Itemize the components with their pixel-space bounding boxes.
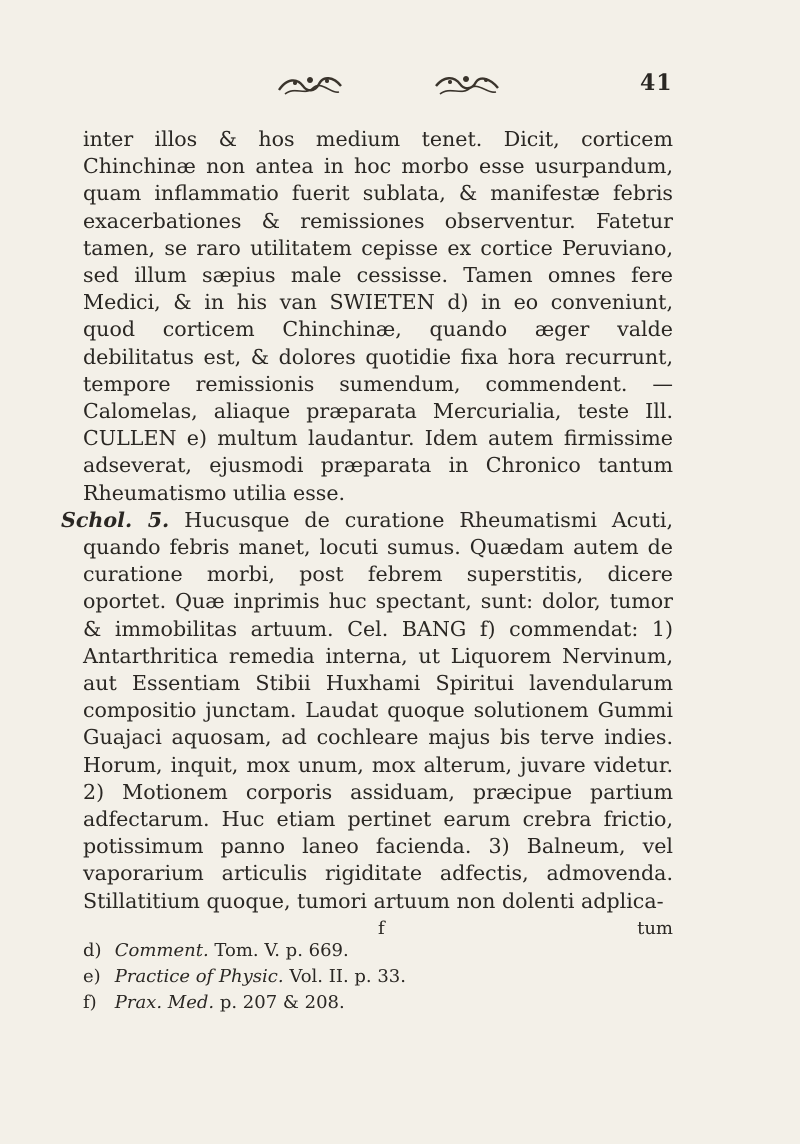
footnote-d xyxy=(83,938,673,964)
page-number: 41 xyxy=(640,70,673,96)
footnote-source: Prax. Med. xyxy=(114,992,215,1013)
footnote-e xyxy=(83,964,673,990)
footnote-f xyxy=(83,990,673,1016)
ornament-left-icon xyxy=(275,72,345,98)
catchword: tum xyxy=(637,917,673,939)
footnote-reference: Vol. II. p. 33. xyxy=(289,966,406,987)
footnote-mark: d) xyxy=(83,940,102,961)
paragraph-scholion-5 xyxy=(61,507,673,915)
page-header xyxy=(0,68,800,108)
ornament-right-icon xyxy=(432,72,502,98)
footnote-reference: p. 207 & 208. xyxy=(219,992,345,1013)
signature-line xyxy=(83,915,673,941)
paragraph-continuation xyxy=(83,126,673,507)
paragraph-text: Hucusque de curatione Rheumatismi Acuti, quando febris manet, locuti sumus. Quædam autem de curatione morbi, post febrem superstitis, dicere oportet. Quæ inprimis huc spectant, sunt: dolor, tumor & immobilitas artuum. Cel. BANG f) commendat: 1) Antarthritica remedia interna, ut Liquorem Nervinum, aut Essentiam Stibii Huxhami Spiritui lavendularum compositio junctam. Laudat quoque solutionem Gummi Guajaci aquosam, ad cochleare majus bis terve indies. Horum, inquit, mox unum, mox alterum, juvare videtur. 2) Motionem corporis assiduam, præcipue partium adfectarum. Huc etiam pertinet earum crebra frictio, potissimum panno laneo facienda. 3) Balneum, vel vaporarium articulis rigiditate adfectis, admovenda. Stillatitium quoque, tumori artuum non dolenti adplica- xyxy=(83,507,673,913)
footnote-source: Comment. xyxy=(114,940,209,961)
footnotes xyxy=(83,938,673,1016)
footnote-mark: e) xyxy=(83,966,101,987)
signature-mark: f xyxy=(378,917,385,939)
scholion-label: Schol. 5. xyxy=(61,507,170,532)
footnote-mark: f) xyxy=(83,992,97,1013)
footnote-source: Practice of Physic. xyxy=(114,966,284,987)
paragraph-text: inter illos & hos medium tenet. Dicit, corticem Chinchinæ non antea in hoc morbo esse usurpandum, quam inflammatio fuerit sublata, & manifestæ febris exacerbationes & remissiones observentur. Fatetur tamen, se raro utilitatem cepisse ex cortice Peruviano, sed illum sæpius male cessisse. Tamen omnes fere Medici, & in his van SWIETEN d) in eo conveniunt, quod corticem Chinchinæ, quando æger valde debilitatus est, & dolores quotidie fixa hora recurrunt, tempore remissionis sumendum, commendent. — Calomelas, aliaque præparata Mercurialia, teste Ill. CULLEN e) multum laudantur. Idem autem firmissime adseverat, ejusmodi præparata in Chronico tantum Rheumatismo utilia esse. xyxy=(83,127,673,505)
main-text xyxy=(61,126,673,941)
footnote-reference: Tom. V. p. 669. xyxy=(214,940,349,961)
